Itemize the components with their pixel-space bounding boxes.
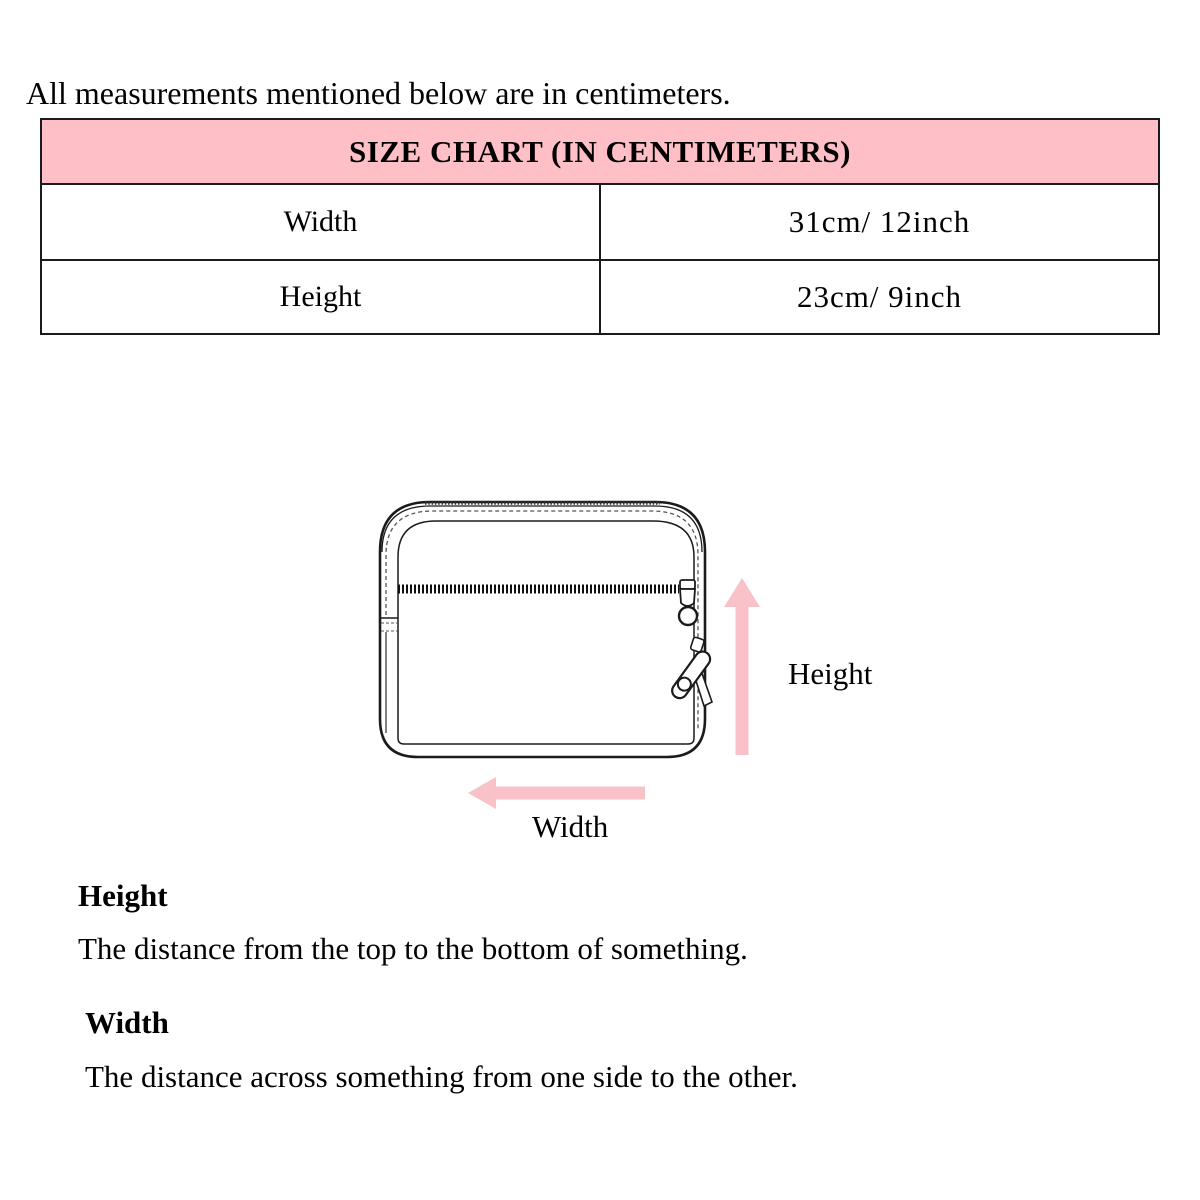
table-row bbox=[41, 184, 1159, 260]
definition-width-term: Width bbox=[85, 1005, 169, 1040]
definition-height-text: The distance from the top to the bottom of something. bbox=[78, 931, 748, 966]
height-arrow-icon bbox=[724, 578, 760, 755]
bag-outline bbox=[380, 502, 705, 757]
table-header-row bbox=[41, 119, 1159, 184]
bag-diagram bbox=[355, 495, 915, 855]
row-label-cell: Width bbox=[41, 184, 600, 260]
row-value-cell: 23cm/ 9inch bbox=[600, 260, 1159, 334]
front-zipper-slider-icon bbox=[679, 580, 697, 625]
table-header-cell: SIZE CHART (IN CENTIMETERS) bbox=[41, 119, 1159, 184]
definition-height-term: Height bbox=[78, 878, 168, 913]
row-label-cell: Height bbox=[41, 260, 600, 334]
width-arrow-label: Width bbox=[532, 809, 609, 844]
table-row bbox=[41, 260, 1159, 334]
height-arrow-label: Height bbox=[788, 656, 873, 691]
size-chart-table bbox=[40, 118, 1160, 335]
definition-width-text: The distance across something from one side to the other. bbox=[85, 1059, 798, 1094]
row-value-cell: 31cm/ 12inch bbox=[600, 184, 1159, 260]
intro-text: All measurements mentioned below are in centimeters. bbox=[26, 75, 731, 111]
width-arrow-icon bbox=[468, 777, 645, 809]
